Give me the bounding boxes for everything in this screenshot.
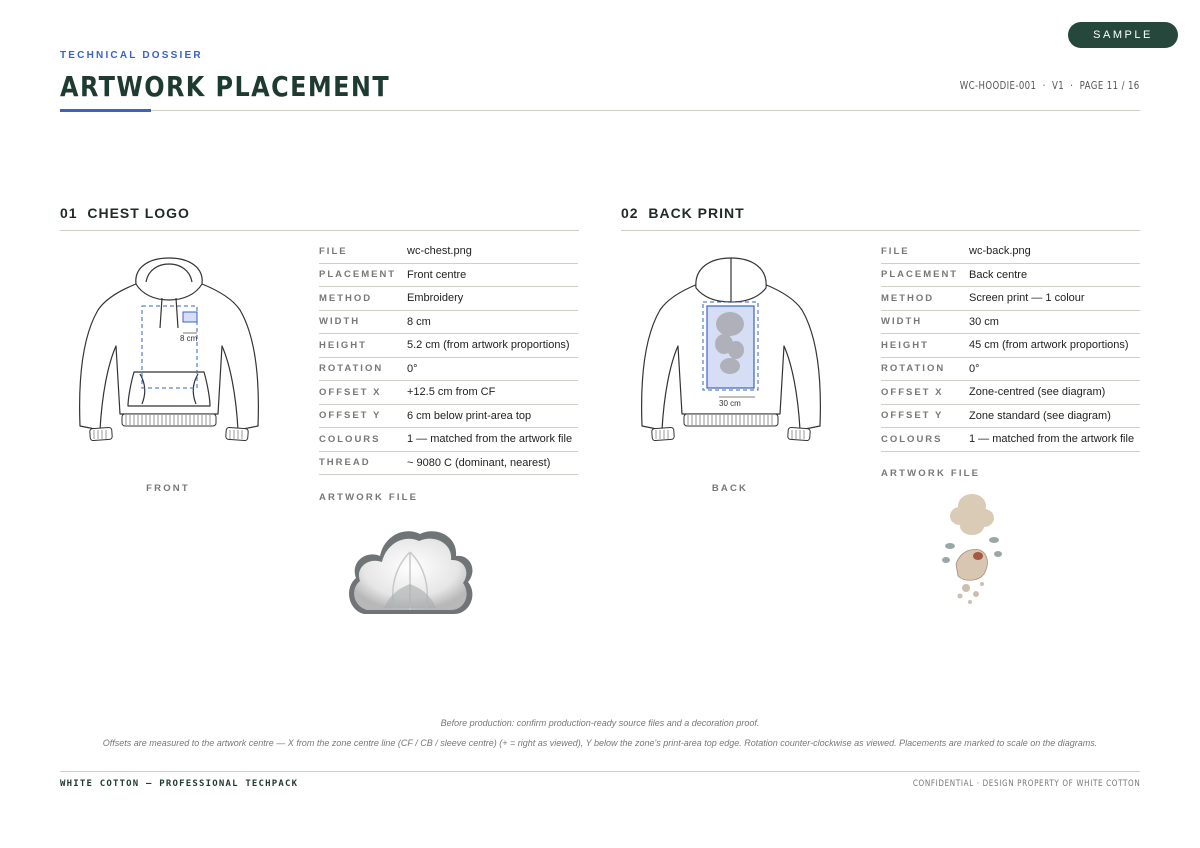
spec-label: METHOD — [881, 292, 935, 304]
spec-row-offset-x — [319, 381, 578, 405]
spec-label: FILE — [881, 245, 910, 257]
spec-label: OFFSET X — [319, 386, 382, 398]
title-accent-bar — [60, 109, 151, 112]
footer-brand: WHITE COTTON — PROFESSIONAL TECHPACK — [60, 779, 299, 789]
offset-measurement-note: Offsets are measured to the artwork centre — X from the zone centre line (CF / CB / sleeve centre) (+ = right as viewed), Y below the zone's print-area top edge. Rotation counter-clockwise as viewed. Placements are marked to scale on the diagrams. — [102, 738, 1098, 748]
spec-row-offset-x — [881, 381, 1140, 405]
spec-row-colours — [319, 428, 578, 452]
spec-row-method — [319, 287, 578, 311]
section-divider — [60, 230, 579, 231]
page-title: ARTWORK PLACEMENT — [60, 70, 391, 103]
spec-row-placement — [319, 264, 578, 288]
spec-row-offset-y — [881, 405, 1140, 429]
hand-cotton-artwork-icon — [936, 488, 1006, 608]
spec-row-offset-y — [319, 405, 578, 429]
hoodie-front-diagram — [76, 254, 262, 450]
spec-value: 0° — [969, 362, 980, 375]
spec-label: FILE — [319, 245, 348, 257]
back-spec-table — [881, 240, 1140, 452]
footer-confidential: CONFIDENTIAL · DESIGN PROPERTY OF WHITE COTTON — [912, 779, 1140, 789]
front-view-label: FRONT — [146, 483, 190, 494]
spec-value: wc-chest.png — [407, 245, 472, 258]
spec-value: 45 cm (from artwork proportions) — [969, 339, 1129, 352]
spec-row-placement — [881, 264, 1140, 288]
spec-value: 6 cm below print-area top — [407, 409, 532, 422]
section-divider — [621, 230, 1140, 231]
footer-divider — [60, 771, 1140, 772]
back-width-label: 30 cm — [719, 399, 741, 408]
spec-value: 30 cm — [969, 315, 999, 328]
spec-label: PLACEMENT — [881, 269, 959, 281]
artwork-file-caption: ARTWORK FILE — [881, 468, 981, 479]
spec-row-rotation — [319, 358, 578, 382]
chest-width-label: 8 cm — [180, 334, 198, 343]
spec-value: 0° — [407, 362, 418, 375]
document-reference: WC-HOODIE-001 · V1 · PAGE 11 / 16 — [960, 79, 1140, 92]
spec-label: HEIGHT — [881, 339, 929, 351]
spec-label: PLACEMENT — [319, 269, 397, 281]
spec-label: WIDTH — [881, 316, 923, 328]
spec-row-height — [881, 334, 1140, 358]
spec-label: ROTATION — [319, 363, 384, 375]
spec-value: Zone-centred (see diagram) — [969, 386, 1106, 399]
hoodie-back-diagram — [638, 254, 824, 450]
spec-value: Embroidery — [407, 292, 464, 305]
spec-label: OFFSET Y — [881, 410, 944, 422]
spec-label: HEIGHT — [319, 339, 367, 351]
spec-row-method — [881, 287, 1140, 311]
spec-value: 5.2 cm (from artwork proportions) — [407, 339, 570, 352]
spec-value: wc-back.png — [969, 245, 1031, 258]
spec-label: OFFSET Y — [319, 410, 382, 422]
section-heading-back-print: 02 BACK PRINT — [621, 205, 745, 221]
spec-label: OFFSET X — [881, 386, 944, 398]
section-kicker: TECHNICAL DOSSIER — [60, 50, 203, 61]
spec-row-file — [881, 240, 1140, 264]
spec-row-thread — [319, 452, 578, 476]
sample-badge: SAMPLE — [1068, 22, 1178, 48]
spec-label: WIDTH — [319, 316, 361, 328]
spec-row-colours — [881, 428, 1140, 452]
header-divider — [60, 110, 1140, 111]
spec-row-rotation — [881, 358, 1140, 382]
spec-row-file — [319, 240, 578, 264]
cotton-logo-artwork-icon — [344, 522, 476, 624]
spec-row-width — [881, 311, 1140, 335]
spec-value: Front centre — [407, 268, 467, 281]
spec-value: +12.5 cm from CF — [407, 386, 496, 399]
production-note: Before production: confirm production-ready source files and a decoration proof. — [440, 718, 760, 728]
spec-label: METHOD — [319, 292, 373, 304]
spec-label: COLOURS — [881, 433, 943, 445]
back-view-label: BACK — [711, 483, 749, 494]
spec-value: 1 — matched from the artwork file — [969, 433, 1135, 446]
spec-value: Screen print — 1 colour — [969, 292, 1085, 305]
spec-value: Zone standard (see diagram) — [969, 409, 1111, 422]
section-heading-chest-logo: 01 CHEST LOGO — [60, 205, 190, 221]
spec-label: ROTATION — [881, 363, 946, 375]
spec-value: 8 cm — [407, 315, 431, 328]
spec-row-width — [319, 311, 578, 335]
spec-value: 1 — matched from the artwork file — [407, 433, 573, 446]
spec-value: Back centre — [969, 268, 1028, 281]
chest-spec-table — [319, 240, 578, 475]
spec-label: THREAD — [319, 457, 371, 469]
spec-row-height — [319, 334, 578, 358]
artwork-file-caption: ARTWORK FILE — [319, 492, 419, 503]
spec-label: COLOURS — [319, 433, 381, 445]
spec-value: ~ 9080 C (dominant, nearest) — [407, 456, 551, 469]
